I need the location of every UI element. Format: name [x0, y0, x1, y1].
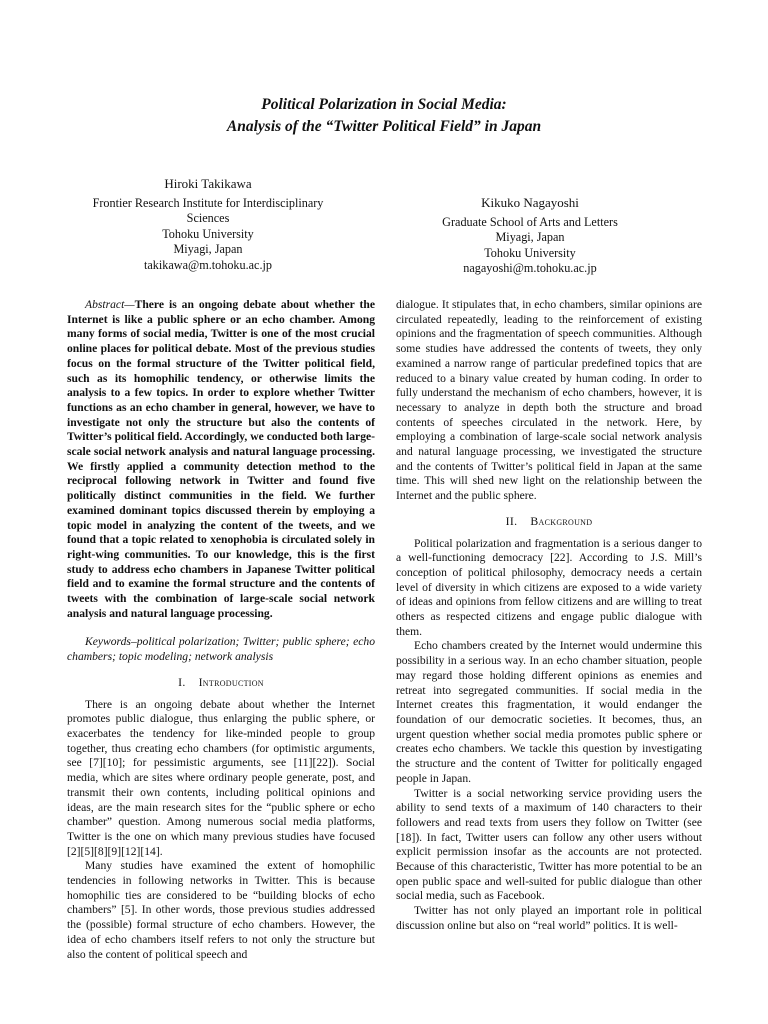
author-location: Miyagi, Japan	[495, 230, 565, 244]
author-name: Kikuko Nagayoshi	[481, 195, 579, 210]
paragraph: There is an ongoing debate about whether the Internet promotes public dialogue, thus enlarging the public sphere, or exacerbates the tendency for like-minded people to group together, thus creating echo chambers (for optimistic arguments, see [7][10]; for pessimistic arguments, see [11][22]). Social media, which are sites where ordinary people generate, post, and transmit their own contents, including political opinions and ideas, are the main research sites for the “public sphere or echo chamber” question. Among numerous social media platforms, Twitter is the one on which many previous studies have focused [2][5][8][9][12][14].	[67, 697, 375, 858]
paragraph: Political polarization and fragmentation is a serious danger to a well-functioning democracy [22]. According to J.S. Mill’s conception of political philosophy, democracy needs a certain level of diversity in which citizens are exposed to a wide variety of ideas and opinions from fellow citizens and are willing to treat others as respected citizens and engage public dialogue with them.	[396, 536, 702, 638]
section-heading-background	[396, 514, 702, 529]
author-email: nagayoshi@m.tohoku.ac.jp	[463, 261, 597, 275]
author-email: takikawa@m.tohoku.ac.jp	[144, 257, 272, 272]
title-line-1: Political Polarization in Social Media:	[261, 96, 507, 113]
paragraph: Many studies have examined the extent of homophilic tendencies in following networks in Twitter. This is because homophilic ties are considered to be “building blocks of echo chambers” [5]. In other words, those previous studies addressed the (possible) formal structure of echo chambers. However, the idea of echo chambers itself refers to not only the structure but also the content of political speech and	[67, 859, 375, 961]
author-affiliation-line: Sciences	[186, 211, 230, 225]
paper-title	[0, 94, 768, 138]
author-affiliation-line: Graduate School of Arts and Letters	[442, 214, 618, 229]
paragraph: Twitter has not only played an important role in political discussion online but also on “real world” politics. It is well-	[396, 904, 702, 932]
right-column	[396, 298, 702, 934]
author-location: Miyagi, Japan	[173, 242, 243, 256]
paragraph-continuation: dialogue. It stipulates that, in echo chambers, similar opinions are circulated repeatedly, leading to the reinforcement of existing opinions and the fragmentation of speech communities. Although some studies have addressed the contents of tweets, they only examined a narrow range of particular predefined topics that are reduced to a binary value created by human coding. In order to fully understand the mechanism of echo chambers, however, it is necessary to analyze in depth both the structure and broad contents of speeches circulated in the network. Here, by employing a combination of large-scale social network analysis and natural language processing, we investigated the structure and the contents of Twitter’s political field in Japan at the same time. This will shed new light on the relationship between the Internet and the public sphere.	[396, 298, 702, 503]
author-block-2	[382, 195, 678, 277]
keywords: Keywords–political polarization; Twitter; public sphere; echo chambers; topic modeling; network analysis	[67, 635, 375, 664]
author-affiliation-line: Frontier Research Institute for Interdisciplinary	[92, 195, 324, 210]
author-name: Hiroki Takikawa	[164, 176, 252, 191]
author-university: Tohoku University	[162, 226, 254, 241]
paragraph: Twitter is a social networking service providing users the ability to send texts of a maximum of 140 characters to their followers and read texts from users they follow on Twitter (see [18]). In fact, Twitter users can follow any other users without explicit permission insofar as the accounts are not protected. Because of this characteristic, Twitter has more potential to be an open public space and well-suited for public dialogue than other social media, such as Facebook.	[396, 786, 702, 903]
section-title: Background	[530, 513, 593, 528]
abstract	[67, 298, 375, 621]
paragraph: Echo chambers created by the Internet would undermine this possibility in a serious way. In an echo chamber situation, people may regard those holding different opinions as enemies and retreat into segregated communities. If social media in the Internet creates this fragmentation, it would endanger the foundation of our democratic societies. It becomes, thus, an urgent question whether social media promotes public sphere or creates echo chambers. We tackle this question by investigating the structure and the content of Twitter for politically engaged people in Japan.	[396, 639, 702, 785]
section-title: Introduction	[198, 674, 264, 689]
section-number: II.	[505, 513, 518, 528]
author-block-1	[60, 176, 356, 273]
abstract-text: There is an ongoing debate about whether the Internet is like a public sphere or an echo chamber. Among many forms of social media, Twitter is one of the most crucial online places for political debate. Most of the previous studies focus on the formal structure of the Twitter political field, such as its homophilic tendency, or otherwise limits the analysis to a few topics. In order to explore whether Twitter functions as an echo chamber in general, however, we have to investigate not only the structure but also the contents of Twitter’s political field. Accordingly, we conducted both large-scale social network analysis and natural language processing. We firstly applied a community detection method to the reciprocal following network in Twitter and found five politically distinct communities in the field. We further examined dominant topics discussed therein by employing a topic model in analyzing the content of the tweets, and we found that a topic related to xenophobia is circulated solely in right-wing communities. To our knowledge, this is the first study to address echo chambers in Japanese Twitter political field and to examine the formal structure and the contents of tweets with the combination of large-scale social network analysis and natural language processing.	[67, 298, 375, 620]
abstract-label: Abstract—	[85, 298, 135, 311]
author-university: Tohoku University	[484, 245, 576, 260]
section-heading-introduction	[67, 675, 375, 690]
title-line-2: Analysis of the “Twitter Political Field” in Japan	[226, 118, 542, 135]
left-column	[67, 298, 375, 962]
section-number: I.	[178, 674, 186, 689]
